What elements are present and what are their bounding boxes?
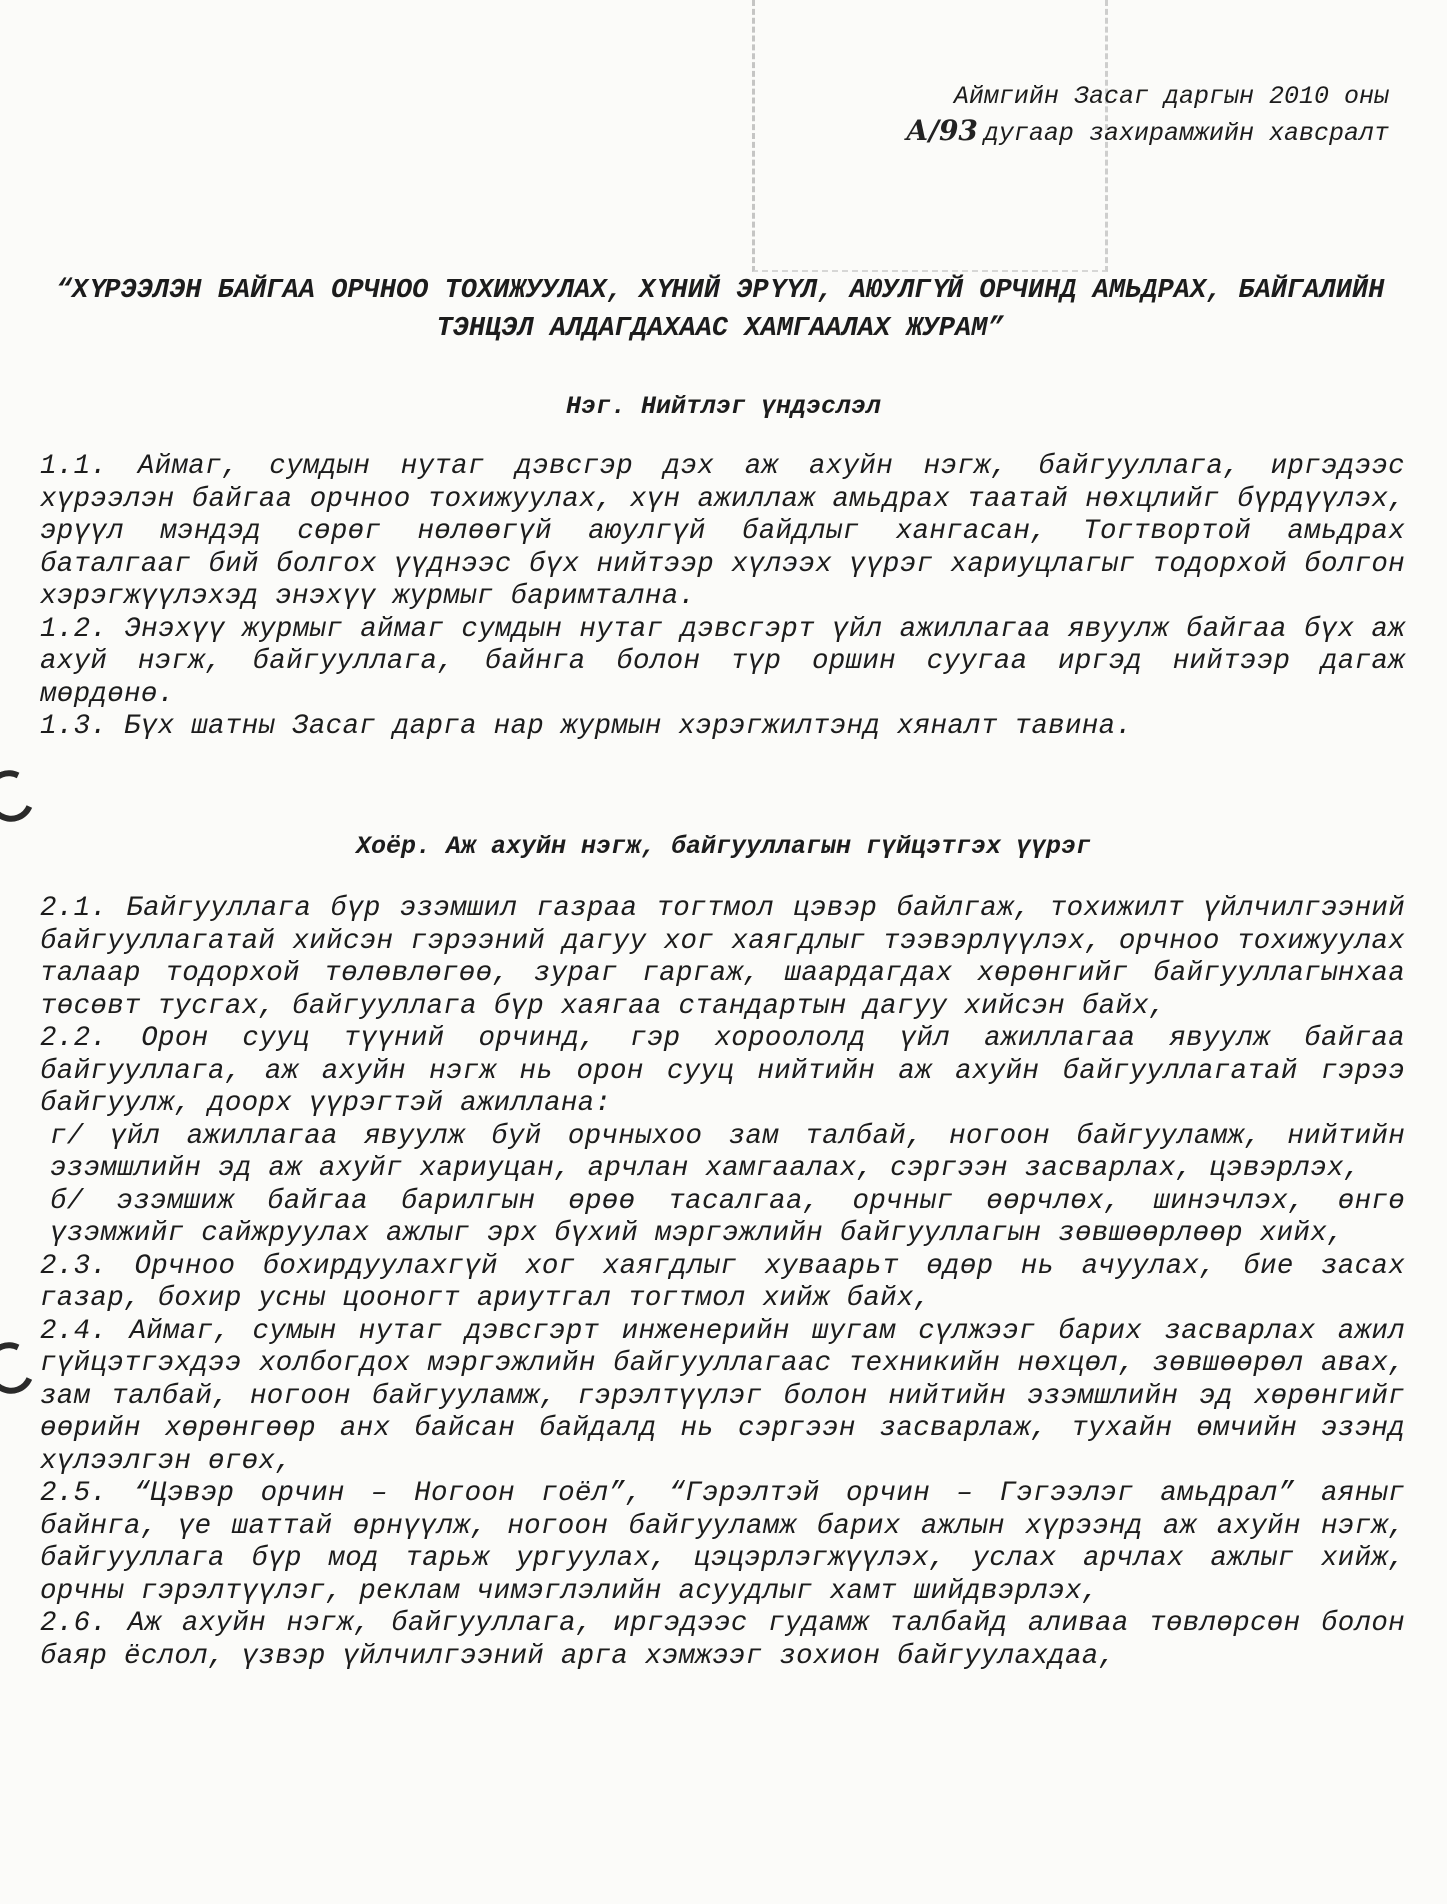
paragraph-2-2: 2.2. Орон сууц түүний орчинд, гэр хороололд үйл ажиллагаа явуулж байгаа байгууллага, аж ахуйн нэгж нь орон сууц нийтийн аж ахуйн байгууллагатай гэрээ байгуулж, доорх үүрэгтэй ажиллана:: [40, 1023, 1405, 1119]
paragraph-2-5: 2.5. “Цэвэр орчин – Ногоон гоёл”, “Гэрэлтэй орчин – Гэгээлэг амьдрал” аяныг байнга, үе шаттай өрнүүлж, ногоон байгууламж барих ажлын хүрээнд аж ахуйн нэгж, байгууллага бүр мод тарьж ургуулах, цэцэрлэгжүүлэх, услах арчлах ажлыг хийж, орчны гэрэлтүүлэг, реклам чимэглэлийн асуудлыг хамт шийдвэрлэх,: [40, 1478, 1405, 1607]
binder-hole-icon: [0, 1335, 41, 1400]
section-2-heading: Хоёр. Аж ахуйн нэгж, байгууллагын гүйцэтгэх үүрэг: [355, 832, 1092, 861]
section-1-body: [40, 451, 1405, 744]
paragraph-2-4: 2.4. Аймаг, сумын нутаг дэвсгэрт инженерийн шугам сүлжээг барих засварлах ажил гүйцэтгэхдээ холбогдох мэргэжлийн байгууллагаас техникийн нөхцөл, зөвшөөрөл авах, зам талбай, ногоон байгууламж, гэрэлтүүлэг болон нийтийн эзэмшлийн эд хөрөнгийг өөрийн хөрөнгөөр анх байсан байдалд нь сэргээн засварлаж, тухайн өмчийн эзэнд хүлээлгэн өгөх,: [40, 1315, 1405, 1477]
paragraph-2-2-b: б/ эзэмшиж байгаа барилгын өрөө тасалгаа, орчныг өөрчлөх, шинэчлэх, өнгө үзэмжийг сайжруулах ажлыг эрх бүхий мэргэжлийн байгууллагын зөвшөөрлөөр хийх,: [50, 1185, 1405, 1249]
paragraph-2-3: 2.3. Орчноо бохирдуулахгүй хог хаягдлыг хуваарьт өдөр нь ачуулах, бие засах газар, бохир усны цооногт ариутгал тогтмол хийж байх,: [40, 1250, 1405, 1314]
annex-number: А/93: [905, 114, 978, 147]
document-title: “ХҮРЭЭЛЭН БАЙГАА ОРЧНОО ТОХИЖУУЛАХ, ХҮНИЙ ЭРҮҮЛ, АЮУЛГҮЙ ОРЧИНД АМЬДРАХ, БАЙГАЛИЙН ТЭНЦЭЛ АЛДАГДАХААС ХАМГААЛАХ ЖУРАМ”: [55, 276, 1385, 344]
annex-note: [906, 80, 1389, 151]
paragraph-2-1: 2.1. Байгууллага бүр эзэмшил газраа тогтмол цэвэр байлгаж, тохижилт үйлчилгээний байгууллагатай хийсэн гэрээний дагуу хог хаягдлыг тээвэрлүүлэх, орчноо тохижуулах талаар тодорхой төлөвлөгөө, зураг гаргаж, шаардагдах хөрөнгийг байгууллагынхаа төсөвт тусгах, байгууллага бүр хаягаа стандартын дагуу хийсэн байх,: [40, 893, 1405, 1022]
section-2-body: [40, 893, 1405, 1673]
paragraph-1-3: 1.3. Бүх шатны Засаг дарга нар журмын хэрэгжилтэнд хяналт тавина.: [40, 711, 1133, 742]
paragraph-1-1: 1.1. Аймаг, сумдын нутаг дэвсгэр дэх аж ахуйн нэгж, байгууллага, иргэдээс хүрээлэн байгаа орчноо тохижуулах, хүн ажиллаж амьдрах таатай нөхцлийг бүрдүүлэх, эрүүл мэндэд сөрөг нөлөөгүй аюулгүй байдлыг хангасан, Тогтвортой амьдрах баталгааг бий болгох үүднээс бүх нийтээр хүлээх үүрэг хариуцлагыг тодорхой болгон хэрэгжүүлэхэд энэхүү журмыг баримтална.: [40, 451, 1405, 612]
annex-line-2: дугаар захирамжийн хавсралт: [983, 119, 1389, 148]
annex-line-1: Аймгийн Засаг даргын 2010 оны: [953, 82, 1389, 111]
section-1-heading: Нэг. Нийтлэг үндэслэл: [565, 392, 882, 421]
paragraph-1-2: 1.2. Энэхүү журмыг аймаг сумдын нутаг дэвсгэрт үйл ажиллагаа явуулж байгаа бүх аж ахуй нэгж, байгууллага, байнга болон түр оршин суугаа иргэд нийтээр дагаж мөрдөнө.: [40, 613, 1405, 710]
paragraph-2-2-a: г/ үйл ажиллагаа явуулж буй орчныхоо зам талбай, ногоон байгууламж, нийтийн эзэмшлийн эд аж ахуйг хариуцан, арчлан хамгаалах, сэргээн засварлах, цэвэрлэх,: [50, 1120, 1405, 1184]
paragraph-2-6: 2.6. Аж ахуйн нэгж, байгууллага, иргэдээс гудамж талбайд аливаа төвлөрсөн болон баяр ёслол, үзвэр үйлчилгээний арга хэмжээг зохион байгуулахдаа,: [40, 1608, 1405, 1672]
binder-hole-icon: [0, 763, 41, 828]
